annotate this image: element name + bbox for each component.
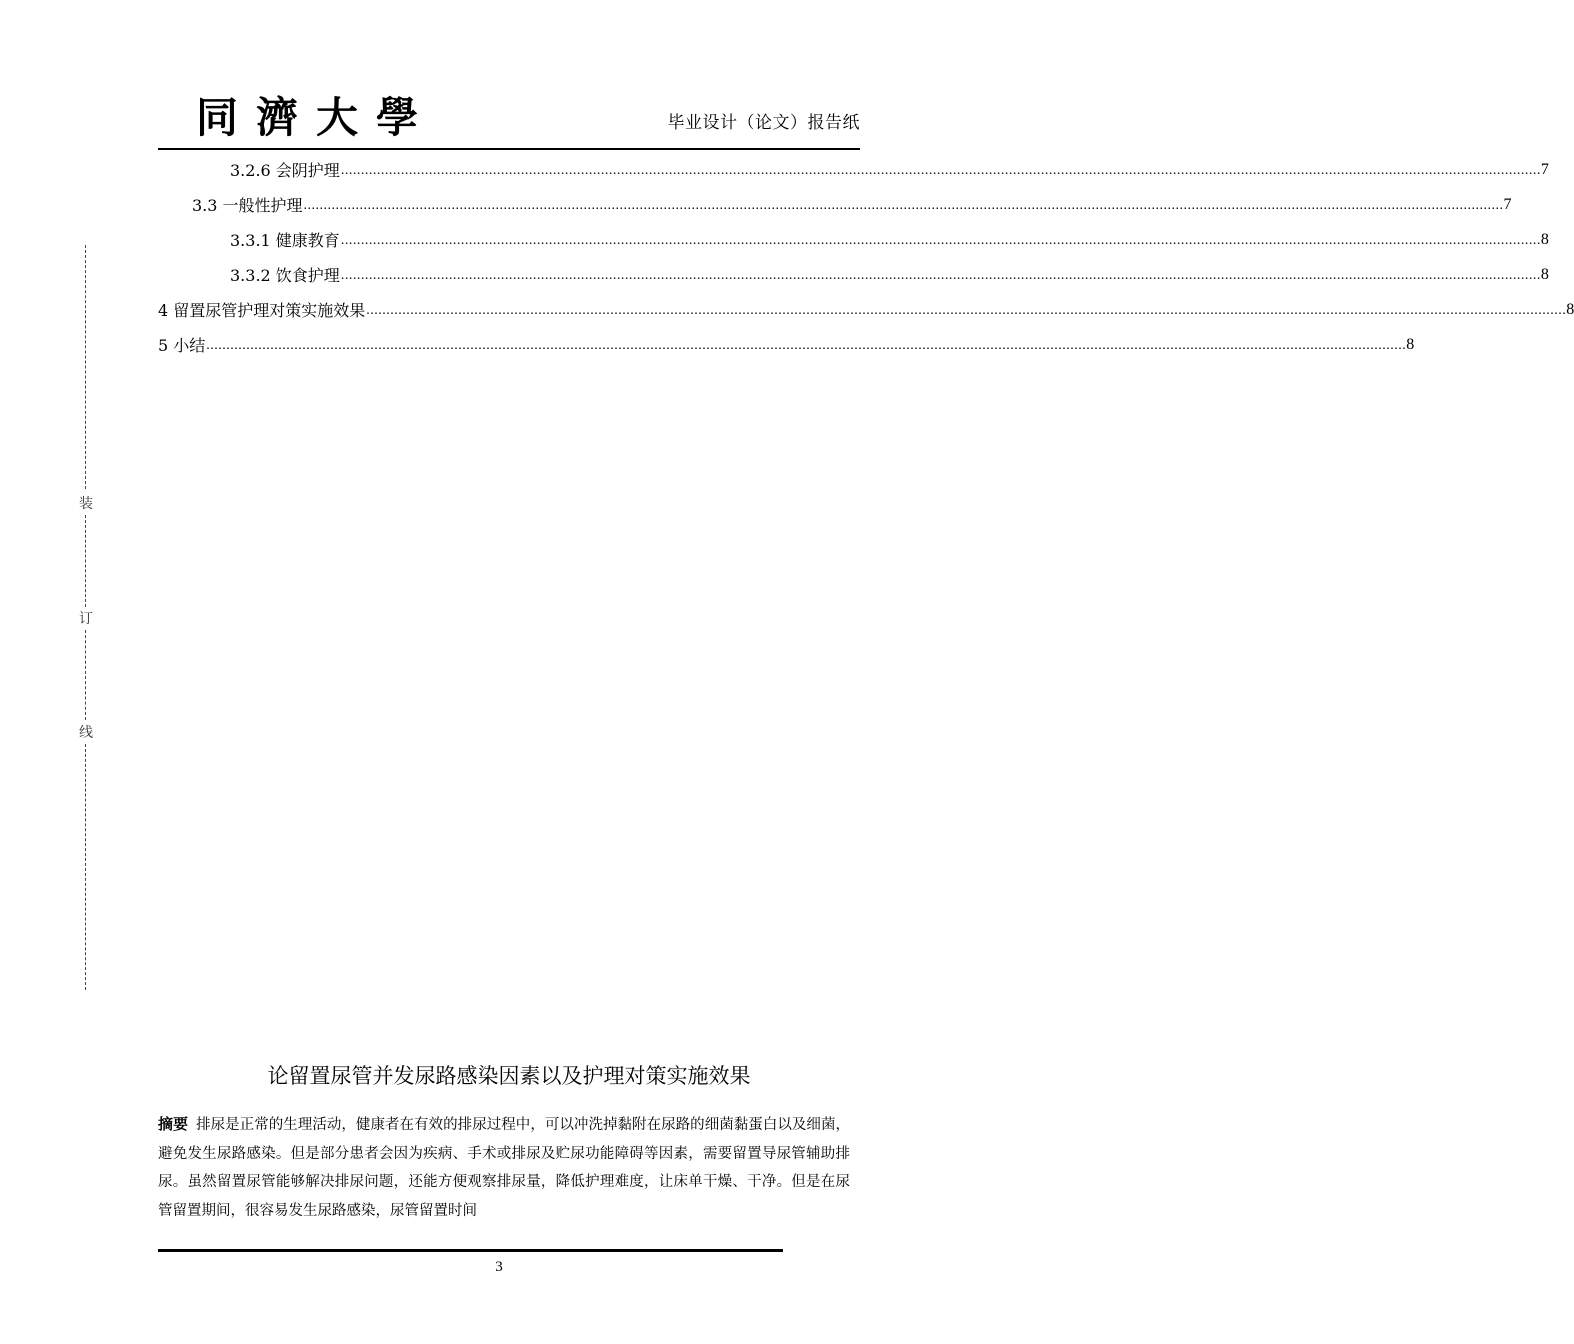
svg-text:同濟大學: 同濟大學 bbox=[196, 93, 437, 142]
header-title: 毕业设计（论文）报告纸 bbox=[667, 113, 860, 133]
toc-entry[interactable] bbox=[158, 152, 1549, 187]
toc-leader-dots: ............................................................................................................................................................................................................................................................................................................ bbox=[303, 197, 1504, 213]
toc-entry-page: 8 bbox=[1406, 335, 1415, 353]
footer-divider bbox=[158, 1249, 783, 1252]
toc-entry-page: 8 bbox=[1540, 265, 1549, 283]
toc-entry-label: 3.3.2 饮食护理 bbox=[230, 263, 341, 286]
toc-entry-label: 3.3.1 健康教育 bbox=[230, 228, 341, 251]
abstract-text: 排尿是正常的生理活动，健康者在有效的排尿过程中，可以冲洗掉黏附在尿路的细菌黏蛋白以及细菌，避免发生尿路感染。但是部分患者会因为疾病、手术或排尿及贮尿功能障碍等因素，需要留置导尿管辅助排尿。虽然留置尿管能够解决排尿问题，还能方便观察排尿量，降低护理难度，让床单干燥、干净。但是在尿管留置期间，很容易发生尿路感染，尿管留置时间 bbox=[158, 1117, 850, 1219]
binding-dash bbox=[85, 245, 86, 489]
header-divider bbox=[158, 148, 860, 150]
toc-entry-page: 8 bbox=[1540, 230, 1549, 248]
binding-line bbox=[76, 245, 96, 990]
abstract-label: 摘要 bbox=[158, 1115, 189, 1133]
toc-entry[interactable] bbox=[158, 222, 1549, 257]
toc-entry-label: 5 小结 bbox=[158, 333, 206, 356]
binding-char-xian: 线 bbox=[79, 725, 93, 741]
binding-char-ding: 订 bbox=[79, 611, 93, 627]
toc-entry-page: 7 bbox=[1503, 195, 1512, 213]
abstract bbox=[158, 1110, 850, 1225]
binding-char-zhuang: 装 bbox=[79, 496, 93, 512]
toc-entry[interactable] bbox=[158, 257, 1549, 292]
binding-dash bbox=[85, 515, 86, 607]
toc-leader-dots: ............................................................................................................................................................................................................................................................................................................ bbox=[206, 337, 1407, 353]
toc-entry[interactable] bbox=[158, 292, 1574, 327]
binding-dash bbox=[85, 744, 86, 990]
page-number: 3 bbox=[495, 1259, 503, 1275]
university-logo bbox=[196, 92, 437, 142]
toc-entry[interactable] bbox=[158, 327, 1415, 362]
toc-leader-dots: ............................................................................................................................................................................................................................................................................................................ bbox=[340, 267, 1541, 283]
toc-entry[interactable] bbox=[158, 187, 1512, 222]
toc-entry-page: 8 bbox=[1566, 300, 1574, 318]
toc-leader-dots: ............................................................................................................................................................................................................................................................................................................ bbox=[366, 302, 1567, 318]
binding-dash bbox=[85, 630, 86, 720]
toc-entry-label: 3.3 一般性护理 bbox=[192, 193, 304, 216]
toc-entry-page: 7 bbox=[1540, 160, 1549, 178]
table-of-contents bbox=[158, 152, 1574, 362]
toc-leader-dots: ............................................................................................................................................................................................................................................................................................................ bbox=[340, 162, 1541, 178]
paper-title: 论留置尿管并发尿路感染因素以及护理对策实施效果 bbox=[267, 1064, 751, 1088]
toc-entry-label: 4 留置尿管护理对策实施效果 bbox=[158, 298, 366, 321]
toc-entry-label: 3.2.6 会阴护理 bbox=[230, 158, 341, 181]
toc-leader-dots: ............................................................................................................................................................................................................................................................................................................ bbox=[340, 232, 1541, 248]
